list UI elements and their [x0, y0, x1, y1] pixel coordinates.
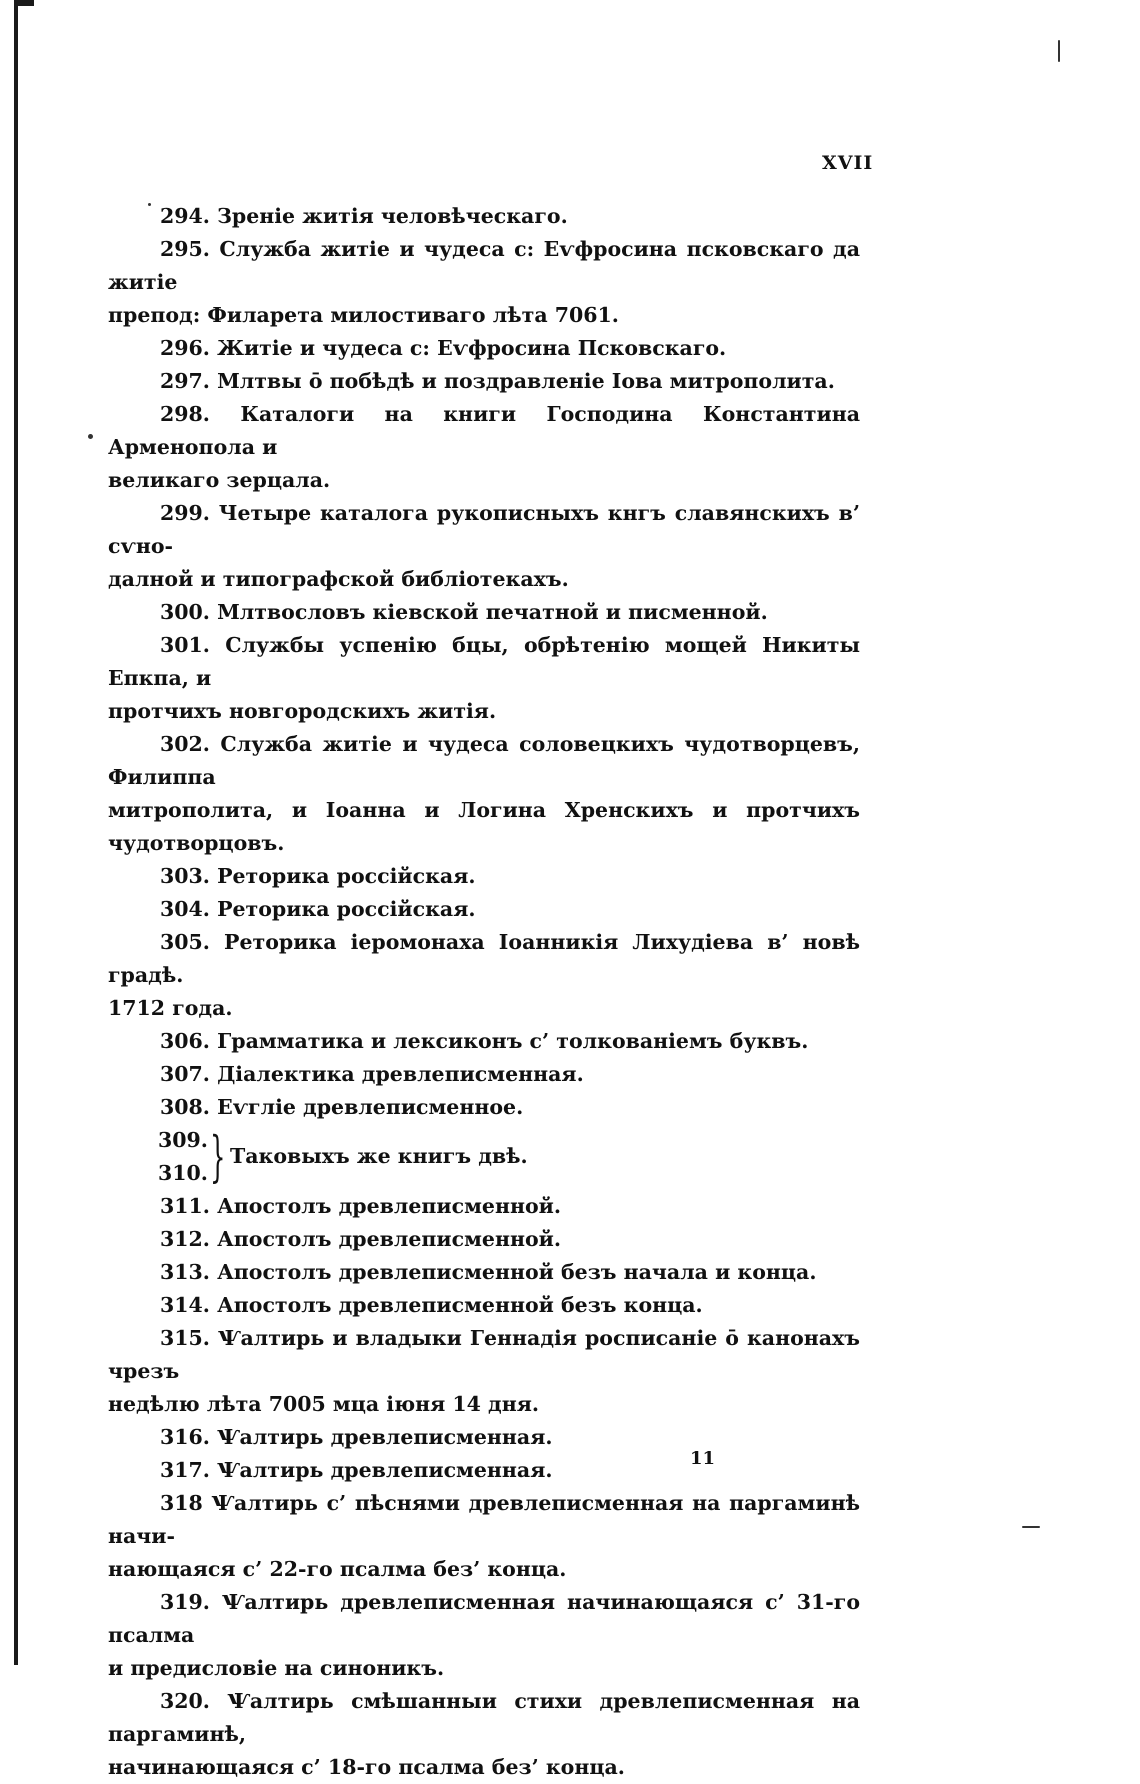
- entry-number: 318: [160, 1491, 203, 1515]
- catalog-entry: [108, 1322, 860, 1421]
- entry-number: 299.: [160, 501, 210, 525]
- entry-continuation: митрополита, и Іоанна и Логина Хренскихъ и протчихъ чудотворцовъ.: [108, 798, 860, 855]
- entry-text: Ѱалтирь и владыки Геннадія росписаніе ō канонахъ чрезъ: [108, 1326, 861, 1383]
- entry-number: 313.: [160, 1260, 210, 1284]
- entry-text: Ѱалтирь с’ пѣснями древлеписменная на паргаминѣ начи-: [108, 1491, 860, 1548]
- catalog-entry: [108, 1454, 860, 1487]
- catalog-entry: [108, 497, 860, 596]
- entry-number: 297.: [160, 369, 210, 393]
- catalog-entry: [108, 629, 860, 728]
- entry-continuation: протчихъ новгородскихъ житія.: [108, 699, 497, 723]
- entry-number: 308.: [160, 1095, 210, 1119]
- entry-text: Ѱалтирь древлеписменная.: [217, 1425, 553, 1449]
- entry-text: Реторика россійская.: [217, 864, 476, 888]
- catalog-entry-grouped: [108, 1124, 860, 1190]
- catalog-entries-bottom: [108, 1190, 860, 1784]
- catalog-entry: [108, 1058, 860, 1091]
- entry-continuation: недѣлю лѣта 7005 мца іюня 14 дня.: [108, 1392, 540, 1416]
- entry-continuation: нающаяся с’ 22-го псалма без’ конца.: [108, 1557, 567, 1581]
- curly-brace: }: [210, 1125, 226, 1188]
- entry-continuation: 1712 года.: [108, 996, 233, 1020]
- catalog-entry: [108, 860, 860, 893]
- ink-speck: [148, 203, 151, 206]
- entry-continuation: начинающаяся с’ 18-го псалма без’ конца.: [108, 1755, 625, 1779]
- entry-number: 300.: [160, 600, 210, 624]
- entry-number: 302.: [160, 732, 210, 756]
- entry-text: Млтвословъ кіевской печатной и писменной.: [217, 600, 768, 624]
- entry-text: Апостолъ древлеписменной.: [217, 1194, 561, 1218]
- entry-number: 304.: [160, 897, 210, 921]
- roman-page-number: XVII: [822, 152, 874, 174]
- entry-continuation: и предисловіе на синоникъ.: [108, 1656, 445, 1680]
- catalog-entry: [108, 1223, 860, 1256]
- entry-number: 294.: [160, 204, 210, 228]
- entry-number: 301.: [160, 633, 210, 657]
- entry-number: 296.: [160, 336, 210, 360]
- catalog-entry: [108, 1025, 860, 1058]
- entry-text: Служба житіе и чудеса соловецкихъ чудотворцевъ, Филиппа: [108, 732, 860, 789]
- ink-mark: [1058, 40, 1060, 62]
- entry-number: 298.: [160, 402, 210, 426]
- entry-number: 309.: [158, 1128, 208, 1152]
- entry-text: Апостолъ древлеписменной.: [217, 1227, 561, 1251]
- entry-text: Апостолъ древлеписменной безъ конца.: [217, 1293, 703, 1317]
- ink-speck: [88, 434, 93, 439]
- catalog-entry: [108, 1091, 860, 1124]
- catalog-entry: [108, 1421, 860, 1454]
- entry-text: Млтвы ō побѣдѣ и поздравленіе Іова митрополита.: [217, 369, 835, 393]
- catalog-entry: [108, 398, 860, 497]
- entry-text: Службы успенію бцы, обрѣтенію мощей Никиты Епкпа, и: [108, 633, 860, 690]
- entry-number: 316.: [160, 1425, 210, 1449]
- entry-number: 317.: [160, 1458, 210, 1482]
- catalog-entry: [108, 1685, 860, 1784]
- entry-number: 305.: [160, 930, 210, 954]
- entry-text: Реторика россійская.: [217, 897, 476, 921]
- entry-number: 315.: [160, 1326, 210, 1350]
- catalog-entry: [108, 200, 860, 233]
- catalog-entry: [108, 1289, 860, 1322]
- entry-text: Реторика ieромонаха Іоанникія Лихудіева в’ новѣ градѣ.: [108, 930, 861, 987]
- catalog-entry: [108, 1256, 860, 1289]
- catalog-entry: [108, 1190, 860, 1223]
- entry-number: 314.: [160, 1293, 210, 1317]
- ink-mark: [1022, 1526, 1040, 1528]
- entry-number: 311.: [160, 1194, 210, 1218]
- entry-number: 312.: [160, 1227, 210, 1251]
- catalog-entry: [108, 233, 860, 332]
- catalog-entry: [108, 728, 860, 860]
- catalog-entry: [108, 596, 860, 629]
- catalog-entries-top: [108, 200, 860, 1124]
- entry-text: Діалектика древлеписменная.: [217, 1062, 584, 1086]
- catalog-entry: [108, 365, 860, 398]
- entry-text: Служба житіе и чудеса с: Еѵфросина псковскаго да житіе: [108, 237, 860, 294]
- folio-number: 11: [690, 1448, 716, 1469]
- entry-number: 320.: [160, 1689, 210, 1713]
- catalog-entry: [108, 332, 860, 365]
- entry-number: 306.: [160, 1029, 210, 1053]
- catalog-entry: [108, 1586, 860, 1685]
- catalog-entry: [108, 926, 860, 1025]
- entry-number: 295.: [160, 237, 210, 261]
- entry-text: Четыре каталога рукописныхъ кнгъ славянскихъ в’ сѵно-: [108, 501, 860, 558]
- entry-number: 303.: [160, 864, 210, 888]
- binding-edge-mark: [14, 0, 34, 6]
- catalog-list: [108, 200, 860, 1784]
- entry-number: 310.: [158, 1161, 208, 1185]
- entry-text: Апостолъ древлеписменной безъ начала и конца.: [217, 1260, 817, 1284]
- entry-text: Таковыхъ же книгъ двѣ.: [230, 1144, 528, 1168]
- entry-text: Грамматика и лексиконъ с’ толкованіемъ буквъ.: [217, 1029, 809, 1053]
- entry-text: Ѱалтирь смѣшанныи стихи древлеписменная на паргаминѣ,: [108, 1689, 861, 1746]
- catalog-entry: [108, 893, 860, 926]
- binding-edge: [14, 0, 18, 1665]
- catalog-entry: [108, 1487, 860, 1586]
- entry-text: Житіе и чудеса с: Еѵфросина Псковскаго.: [217, 336, 727, 360]
- entry-continuation: далной и типографской библіотекахъ.: [108, 567, 569, 591]
- entry-number: 307.: [160, 1062, 210, 1086]
- entry-text: Еѵгліе древлеписменное.: [217, 1095, 524, 1119]
- entry-number: 319.: [160, 1590, 210, 1614]
- entry-continuation: препод: Филарета милостиваго лѣта 7061.: [108, 303, 619, 327]
- entry-text: Ѱалтирь древлеписменная начинающаяся с’ 31-го псалма: [108, 1590, 860, 1647]
- entry-text: Зреніе житія человѣческаго.: [217, 204, 568, 228]
- entry-continuation: великаго зерцала.: [108, 468, 331, 492]
- entry-text: Каталоги на книги Господина Константина Арменопола и: [108, 402, 860, 459]
- entry-text: Ѱалтирь древлеписменная.: [217, 1458, 553, 1482]
